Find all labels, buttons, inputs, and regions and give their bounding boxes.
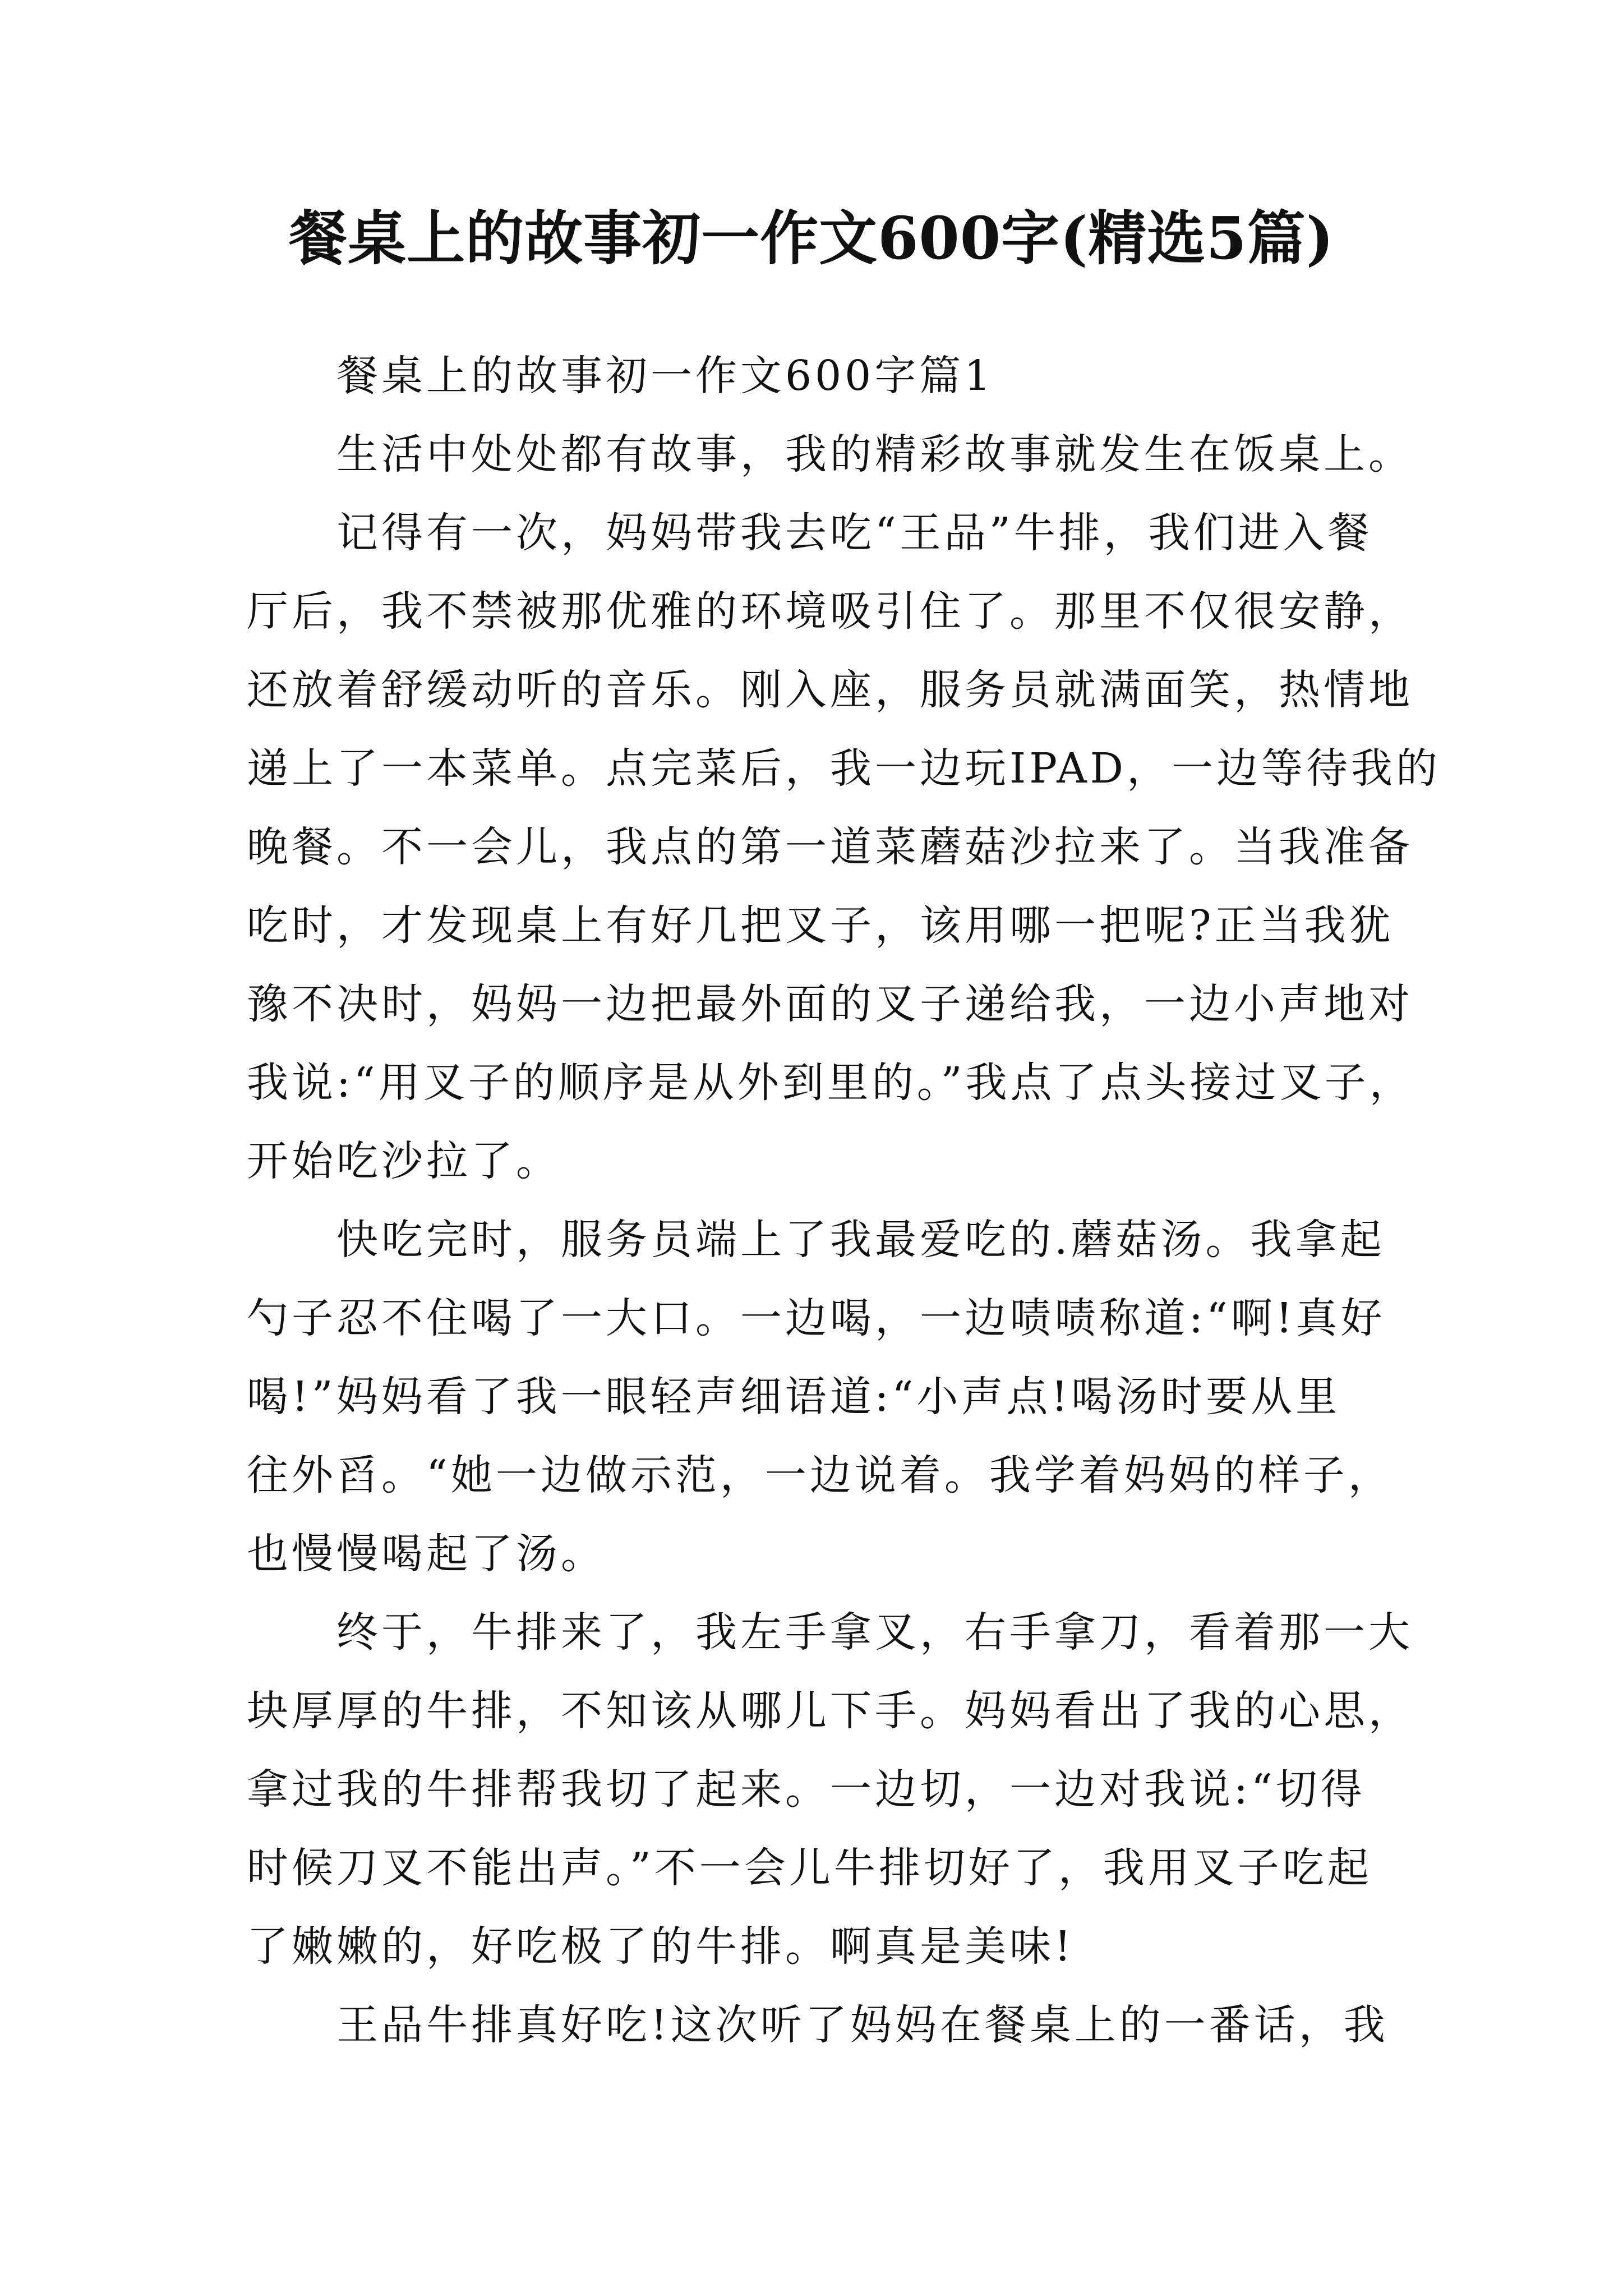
paragraph-line: 吃时，才发现桌上有好几把叉子，该用哪一把呢?正当我犹 bbox=[247, 901, 1394, 950]
paragraph-line: 快吃完时，服务员端上了我最爱吃的.蘑菇汤。我拿起 bbox=[336, 1216, 1385, 1264]
paragraph-line: 往外舀。“她一边做示范，一边说着。我学着妈妈的样子， bbox=[247, 1451, 1393, 1499]
paragraph-line: 开始吃沙拉了。 bbox=[247, 1137, 561, 1185]
paragraph-line: 也慢慢喝起了汤。 bbox=[247, 1530, 606, 1578]
paragraph-line: 王品牛排真好吃!这次听了妈妈在餐桌上的一番话，我 bbox=[336, 2001, 1389, 2049]
paragraph-line: 终于，牛排来了，我左手拿叉，右手拿刀，看着那一大 bbox=[336, 1608, 1413, 1657]
paragraph-line: 还放着舒缓动听的音乐。刚入座，服务员就满面笑，热情地 bbox=[247, 666, 1413, 714]
paragraph-line: 喝!”妈妈看了我一眼轻声细语道:“小声点!喝汤时要从里 bbox=[247, 1373, 1341, 1421]
document-title: 餐桌上的故事初一作文600字(精选5篇) bbox=[289, 204, 1334, 273]
paragraph-line: 记得有一次，妈妈带我去吃“王品”牛排，我们进入餐 bbox=[336, 509, 1373, 557]
paragraph-line: 勺子忍不住喝了一大口。一边喝，一边啧啧称道:“啊!真好 bbox=[247, 1294, 1386, 1342]
paragraph-line: 了嫩嫩的，好吃极了的牛排。啊真是美味! bbox=[247, 1922, 1075, 1971]
paragraph-line: 豫不决时，妈妈一边把最外面的叉子递给我，一边小声地对 bbox=[247, 980, 1413, 1028]
paragraph-line: 拿过我的牛排帮我切了起来。一边切，一边对我说:“切得 bbox=[247, 1765, 1366, 1814]
paragraph-line: 我说:“用叉子的顺序是从外到里的。”我点了点头接过叉子， bbox=[247, 1059, 1414, 1107]
paragraph-line: 时候刀叉不能出声。”不一会儿牛排切好了，我用叉子吃起 bbox=[247, 1844, 1372, 1892]
paragraph-line: 块厚厚的牛排，不知该从哪儿下手。妈妈看出了我的心思， bbox=[247, 1687, 1413, 1735]
paragraph-line: 生活中处处都有故事，我的精彩故事就发生在饭桌上。 bbox=[336, 430, 1413, 478]
paragraph-line: 晚餐。不一会儿，我点的第一道菜蘑菇沙拉来了。当我准备 bbox=[247, 823, 1413, 871]
paragraph-line: 厅后，我不禁被那优雅的环境吸引住了。那里不仅很安静， bbox=[247, 587, 1413, 636]
paragraph-line: 递上了一本菜单。点完菜后，我一边玩IPAD，一边等待我的 bbox=[247, 744, 1441, 793]
section-heading: 餐桌上的故事初一作文600字篇1 bbox=[336, 352, 994, 400]
